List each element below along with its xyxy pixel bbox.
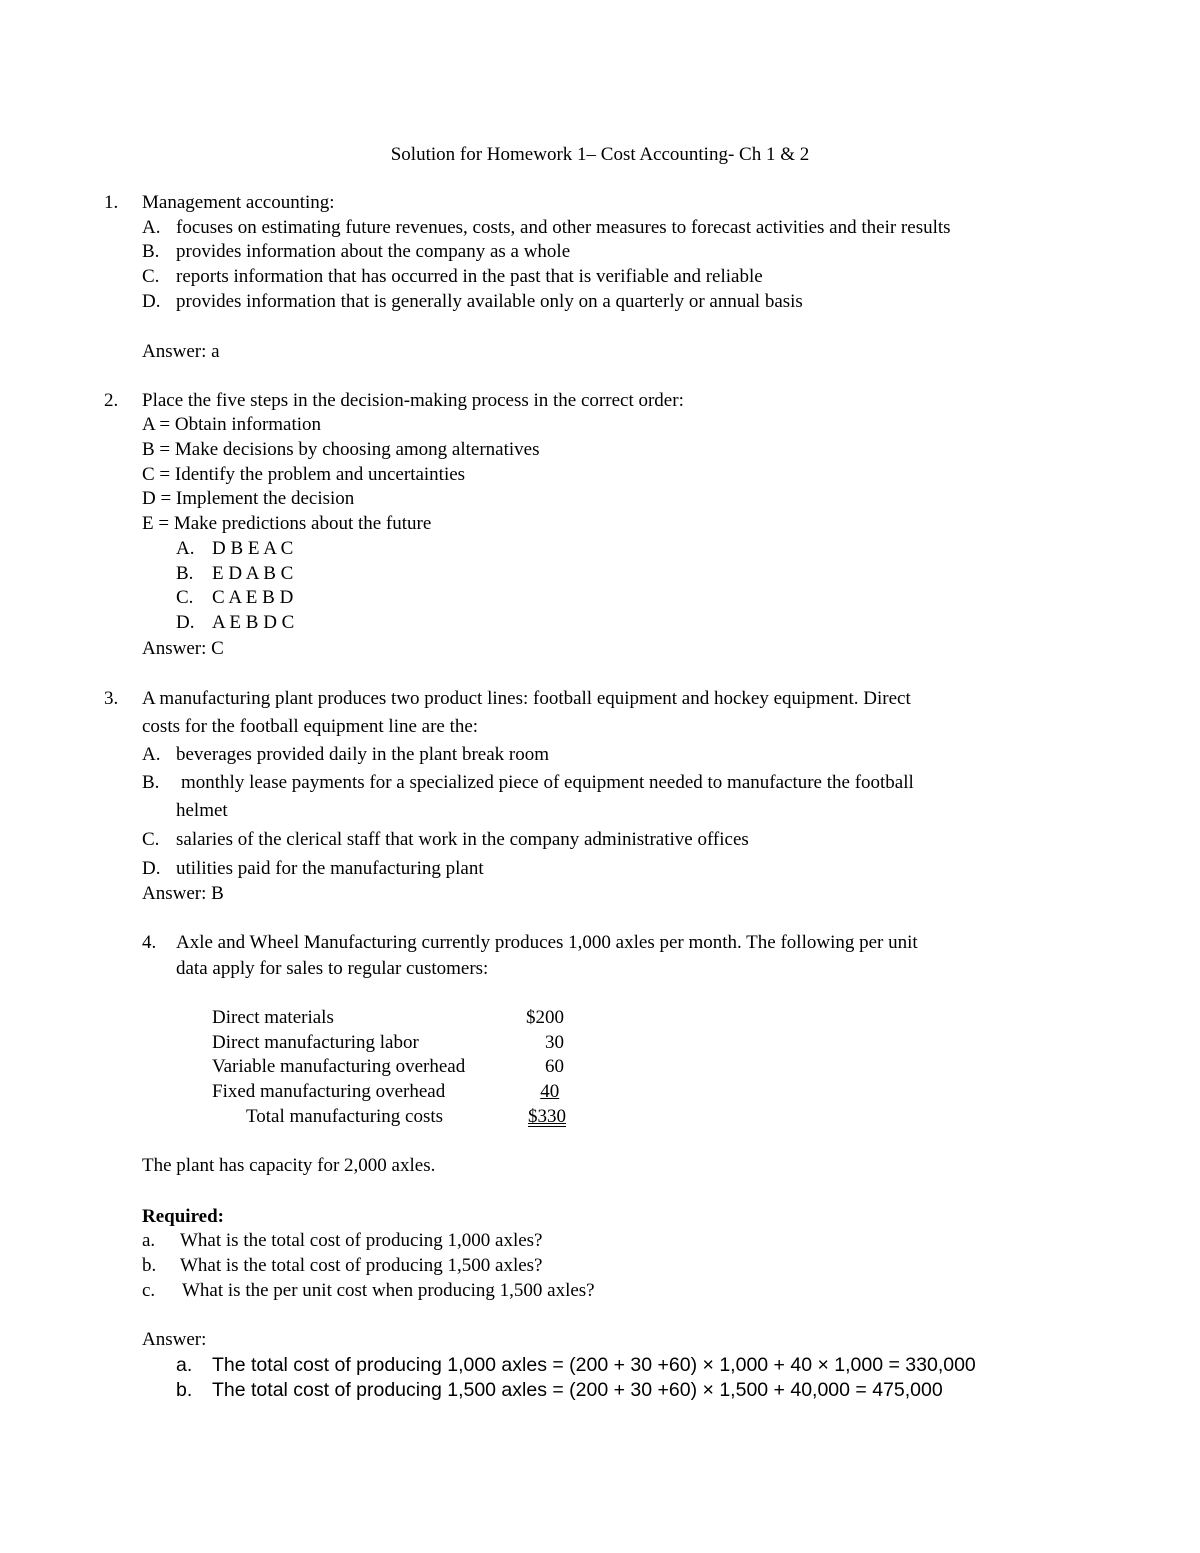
- q2-option-letter: B.: [176, 563, 194, 584]
- cost-value: [480, 1080, 564, 1104]
- q3-option-text: salaries of the clerical staff that work in the company administrative offices: [176, 829, 749, 850]
- q1-stem: Management accounting:: [142, 192, 335, 213]
- q1-option-text: provides information that is generally available only on a quarterly or annual basis: [176, 291, 803, 312]
- q1-option-text: focuses on estimating future revenues, costs, and other measures to forecast activities and their results: [176, 217, 951, 238]
- required-heading: Required:: [142, 1206, 224, 1227]
- q3-option-text: monthly lease payments for a specialized piece of equipment needed to manufacture the football: [181, 772, 914, 793]
- q3-option-letter: B.: [142, 772, 160, 793]
- q2-number: 2.: [104, 390, 119, 411]
- q3-option-letter: D.: [142, 858, 161, 879]
- q4-stem: data apply for sales to regular customers:: [176, 958, 489, 979]
- q1-option-text: reports information that has occurred in the past that is verifiable and reliable: [176, 266, 763, 287]
- total-cost-amount: $330: [528, 1106, 566, 1127]
- q2-option-letter: A.: [176, 538, 195, 559]
- q2-option-letter: D.: [176, 612, 195, 633]
- required-text: What is the total cost of producing 1,000 axles?: [180, 1230, 543, 1251]
- required-text: What is the total cost of producing 1,500 axles?: [180, 1255, 543, 1276]
- capacity-note: The plant has capacity for 2,000 axles.: [142, 1155, 436, 1176]
- q3-option-text: beverages provided daily in the plant break room: [176, 744, 550, 765]
- answer-text: The total cost of producing 1,000 axles = (200 + 30 +60) × 1,000 + 40 × 1,000 = 330,000: [212, 1354, 976, 1376]
- q1-option-letter: A.: [142, 217, 161, 238]
- q1-option-letter: D.: [142, 291, 161, 312]
- q2-step: D = Implement the decision: [142, 488, 355, 509]
- q3-option-letter: A.: [142, 744, 161, 765]
- answer-heading: Answer:: [142, 1329, 207, 1350]
- q2-option-text: E D A B C: [212, 563, 294, 584]
- q1-number: 1.: [104, 192, 119, 213]
- q3-stem: A manufacturing plant produces two product lines: football equipment and hockey equipment. Direct: [142, 688, 911, 709]
- answer-letter: a.: [176, 1354, 193, 1376]
- q2-step: C = Identify the problem and uncertainties: [142, 464, 466, 485]
- required-text: What is the per unit cost when producing 1,500 axles?: [182, 1280, 595, 1301]
- cost-label: Direct materials: [212, 1007, 334, 1028]
- q2-option-letter: C.: [176, 587, 194, 608]
- cost-value: 60: [545, 1056, 564, 1077]
- cost-value: $200: [526, 1007, 564, 1028]
- cost-label: Direct manufacturing labor: [212, 1032, 419, 1053]
- q2-option-text: C A E B D: [212, 587, 294, 608]
- required-letter: b.: [142, 1255, 157, 1276]
- cost-value: 30: [545, 1032, 564, 1053]
- cost-label: Variable manufacturing overhead: [212, 1056, 466, 1077]
- q1-option-text: provides information about the company as a whole: [176, 241, 571, 262]
- q2-stem: Place the five steps in the decision-making process in the correct order:: [142, 390, 684, 411]
- q4-stem: Axle and Wheel Manufacturing currently produces 1,000 axles per month. The following per unit: [176, 932, 918, 953]
- q3-answer: Answer: B: [142, 883, 224, 904]
- q4-number: 4.: [142, 932, 157, 953]
- q1-option-letter: B.: [142, 241, 160, 262]
- q3-number: 3.: [104, 688, 119, 709]
- q1-option-letter: C.: [142, 266, 160, 287]
- answer-text: The total cost of producing 1,500 axles = (200 + 30 +60) × 1,500 + 40,000 = 475,000: [212, 1379, 943, 1401]
- q1-answer: Answer: a: [142, 341, 220, 362]
- q2-step: E = Make predictions about the future: [142, 513, 432, 534]
- q3-option-letter: C.: [142, 829, 160, 850]
- q3-stem: costs for the football equipment line are the:: [142, 716, 479, 737]
- answer-letter: b.: [176, 1379, 193, 1401]
- q2-option-text: A E B D C: [212, 612, 295, 633]
- q2-answer: Answer: C: [142, 638, 224, 659]
- q2-step: A = Obtain information: [142, 414, 322, 435]
- total-cost-label: Total manufacturing costs: [246, 1106, 444, 1127]
- document-title: Solution for Homework 1– Cost Accounting- Ch 1 & 2: [390, 144, 810, 165]
- q3-option-text: utilities paid for the manufacturing plant: [176, 858, 484, 879]
- q2-step: B = Make decisions by choosing among alternatives: [142, 439, 540, 460]
- q2-option-text: D B E A C: [212, 538, 294, 559]
- cost-value-underlined: 40: [540, 1081, 560, 1102]
- total-cost-value: [480, 1105, 566, 1129]
- required-letter: c.: [142, 1280, 156, 1301]
- required-letter: a.: [142, 1230, 156, 1251]
- q3-option-text-continued: helmet: [176, 800, 228, 821]
- cost-label: Fixed manufacturing overhead: [212, 1081, 446, 1102]
